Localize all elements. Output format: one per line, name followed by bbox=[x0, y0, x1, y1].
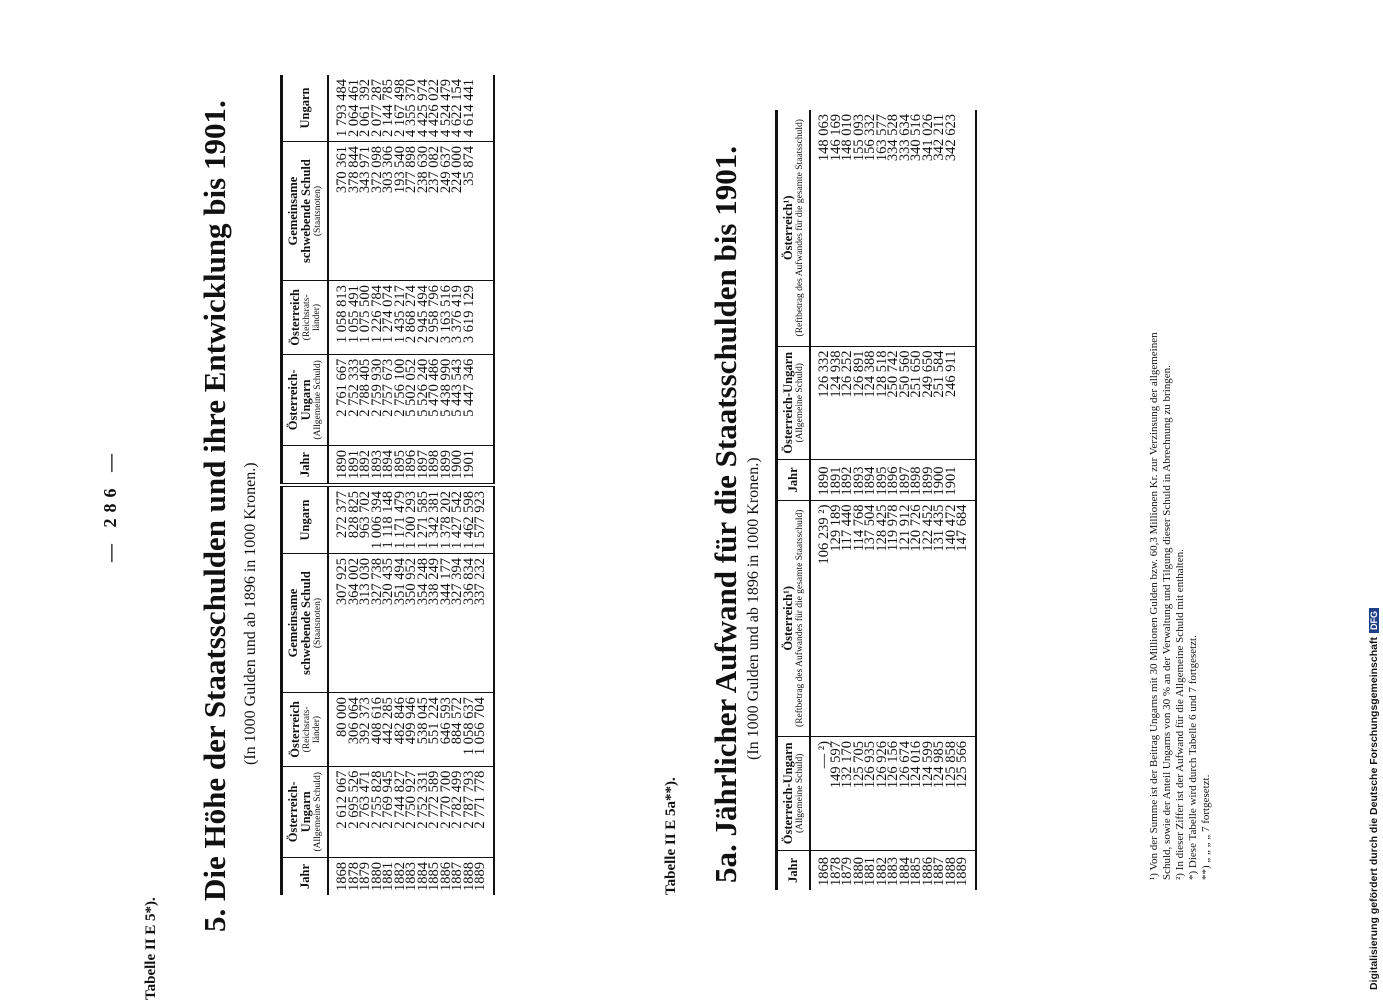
table2-subtitle: (In 1000 Gulden und ab 1896 in 1000 Kronen.) bbox=[745, 457, 762, 760]
table1-col-gem: Gemeinsame schwebende Schuld (Staatsnoten) bbox=[282, 554, 329, 693]
table1-jahr-cells-2: 1890 1891 1892 1893 1894 1895 1896 1897 1898 1899 1900 1901 bbox=[328, 446, 494, 486]
table2-oest-cells: 106 239 ²) 129 189 117 440 114 768 137 504 128 425 119 978 121 912 120 726 122 452 131 435 140 472 147 684 bbox=[810, 500, 976, 736]
table2-col-oest-ung-2: Österreich-Ungarn (Allgemeine Schuld) bbox=[777, 346, 811, 460]
table1-oest-cells-2: 1 058 813 1 055 491 1 075 500 1 226 784 1 274 074 1 435 217 2 868 274 2 945 494 2 958 796 3 163 516 3 376 419 3 619 129 bbox=[328, 281, 494, 355]
footnote-1: ¹) Von der Summe ist der Beitrag Ungarns mit 30 Millionen Gulden bzw. 60,3 Millionen Kr. zur Verzinsung der allgemeinen bbox=[1148, 332, 1160, 880]
table1-title: 5. Die Höhe der Staatsschulden und ihre Entwicklung bis 1901. bbox=[197, 100, 232, 932]
table1-oest-cells: 80 000 306 064 392 373 408 616 442 285 482 846 499 946 538 045 551 224 646 593 884 572 1 058 637 1 056 704 bbox=[328, 693, 494, 767]
table1-oest-ung-cells-2: 2 761 667 2 752 333 2 788 405 2 759 930 2 757 673 2 756 100 5 502 052 5 526 240 5 470 486 5 438 990 5 443 543 5 447 346 bbox=[328, 354, 494, 445]
table1-gem-cells-2: 370 361 378 844 343 971 372 098 303 306 193 540 277 898 238 630 237 082 249 637 224 000 35 874 bbox=[328, 142, 494, 281]
footnote-2: ²) In dieser Ziffer ist der Aufwand für die Allgemeine Schuld mit enthalten. bbox=[1174, 549, 1186, 880]
table2-header-row bbox=[777, 110, 811, 890]
table-row bbox=[328, 75, 494, 895]
table2 bbox=[775, 110, 977, 890]
table1-gem-cells: 307 925 364 002 313 030 327 738 320 435 351 494 350 952 354 248 338 249 344 177 327 394 336 834 337 232 bbox=[328, 554, 494, 693]
table2-jahr-cells-2: 1890 1891 1892 1893 1894 1895 1896 1897 1898 1899 1900 1901 bbox=[810, 460, 976, 500]
table2-col-oest-2: Österreich¹) (Reftbetrag des Aufwandes für die gesamte Staatsschuld) bbox=[777, 110, 811, 346]
footnotes bbox=[1148, 10, 1213, 880]
table2-col-jahr-2: Jahr bbox=[777, 460, 811, 500]
table1-ungarn-cells-2: 1 793 484 2 064 461 2 061 392 2 077 287 2 144 785 2 167 498 4 355 370 4 425 974 4 426 022 4 524 479 4 622 154 4 614 441 bbox=[334, 79, 477, 137]
table2-oest-ung-cells-2: 126 332 124 938 126 252 126 891 124 388 128 518 250 742 250 560 251 650 249 650 251 584 246 911 bbox=[810, 346, 976, 460]
table1-col-oest-ung-2: Österreich-Ungarn (Allgemeine Schuld) bbox=[282, 354, 329, 445]
footnote-4: **) „ „ „ „ 7 fortgesetzt. bbox=[1200, 774, 1212, 880]
footnote-3: *) Diese Tabelle wird durch Tabelle 6 und 7 fortgesetzt. bbox=[1187, 635, 1199, 880]
table1-col-oest-2: Österreich (Reichsrats-länder) bbox=[282, 281, 329, 355]
dfg-note bbox=[1368, 608, 1380, 990]
table1-col-ungarn-2: Ungarn bbox=[282, 75, 329, 142]
table1-label: Tabelle II E 5*). bbox=[143, 897, 159, 1000]
table2-jahr-cells: 1868 1878 1879 1880 1881 1882 1883 1884 1885 1886 1887 1888 1889 bbox=[810, 850, 976, 890]
table1-ungarn-cells: 272 377 828 825 963 702 1 006 394 1 118 148 1 171 479 1 200 293 1 271 585 1 342 381 1 378 202 1 427 542 1 462 598 1 577 923 bbox=[328, 485, 494, 554]
table1-oest-ung-cells: 2 612 067 2 695 526 2 763 471 2 755 828 2 769 945 2 744 827 2 750 927 2 752 331 2 772 589 2 770 700 2 782 499 2 787 793 2 771 778 bbox=[328, 766, 494, 857]
table1-col-jahr: Jahr bbox=[282, 858, 329, 896]
table1-col-ungarn: Ungarn bbox=[282, 485, 329, 554]
table2-oest-cells-2: 148 063 146 169 148 010 155 093 156 332 163 577 334 528 333 634 340 516 341 026 342 211 342 623 bbox=[816, 114, 959, 162]
table1-jahr-cells: 1868 1878 1879 1880 1881 1882 1883 1884 1885 1886 1887 1888 1889 bbox=[328, 858, 494, 896]
table1-col-gem-2: Gemeinsame schwebende Schuld (Staatsnoten) bbox=[282, 142, 329, 281]
table2-title: 5a. Jährlicher Aufwand für die Staatsschulden bis 1901. bbox=[708, 146, 743, 883]
table1 bbox=[280, 75, 495, 895]
table1-col-oest: Österreich (Reichsrats-länder) bbox=[282, 693, 329, 767]
table1-subtitle: (In 1000 Gulden und ab 1896 in 1000 Kronen.) bbox=[242, 462, 259, 765]
table2-col-oest: Österreich¹) (Reftbetrag des Aufwandes für die gesamte Staatsschuld) bbox=[777, 500, 811, 736]
table1-col-jahr-2: Jahr bbox=[282, 446, 329, 486]
table2-col-oest-ung: Österreich-Ungarn (Allgemeine Schuld) bbox=[777, 737, 811, 851]
table2-oest-ung-cells: — ²) 149 597 132 170 125 705 126 935 126 926 126 156 126 674 124 016 124 599 124 985 125 858 125 566 bbox=[810, 737, 976, 851]
table1-header-row bbox=[282, 75, 329, 895]
table2-col-jahr: Jahr bbox=[777, 850, 811, 890]
table2-label: Tabelle II E 5a**). bbox=[663, 777, 679, 895]
dfg-note-text: Digitalisierung gefördert durch die Deutsche Forschungsgemeinschaft bbox=[1368, 637, 1380, 990]
table-row bbox=[810, 110, 976, 890]
table1-col-oest-ung: Österreich-Ungarn (Allgemeine Schuld) bbox=[282, 766, 329, 857]
page-number: — 286 — bbox=[100, 448, 120, 562]
footnote-1-cont: Schuld, sowie der Anteil Ungarns von 30 % an der Verwaltung und Tilgung dieser Schuld in Abrechnung zu bringen. bbox=[1161, 365, 1173, 880]
dfg-logo: DFG bbox=[1369, 608, 1379, 633]
